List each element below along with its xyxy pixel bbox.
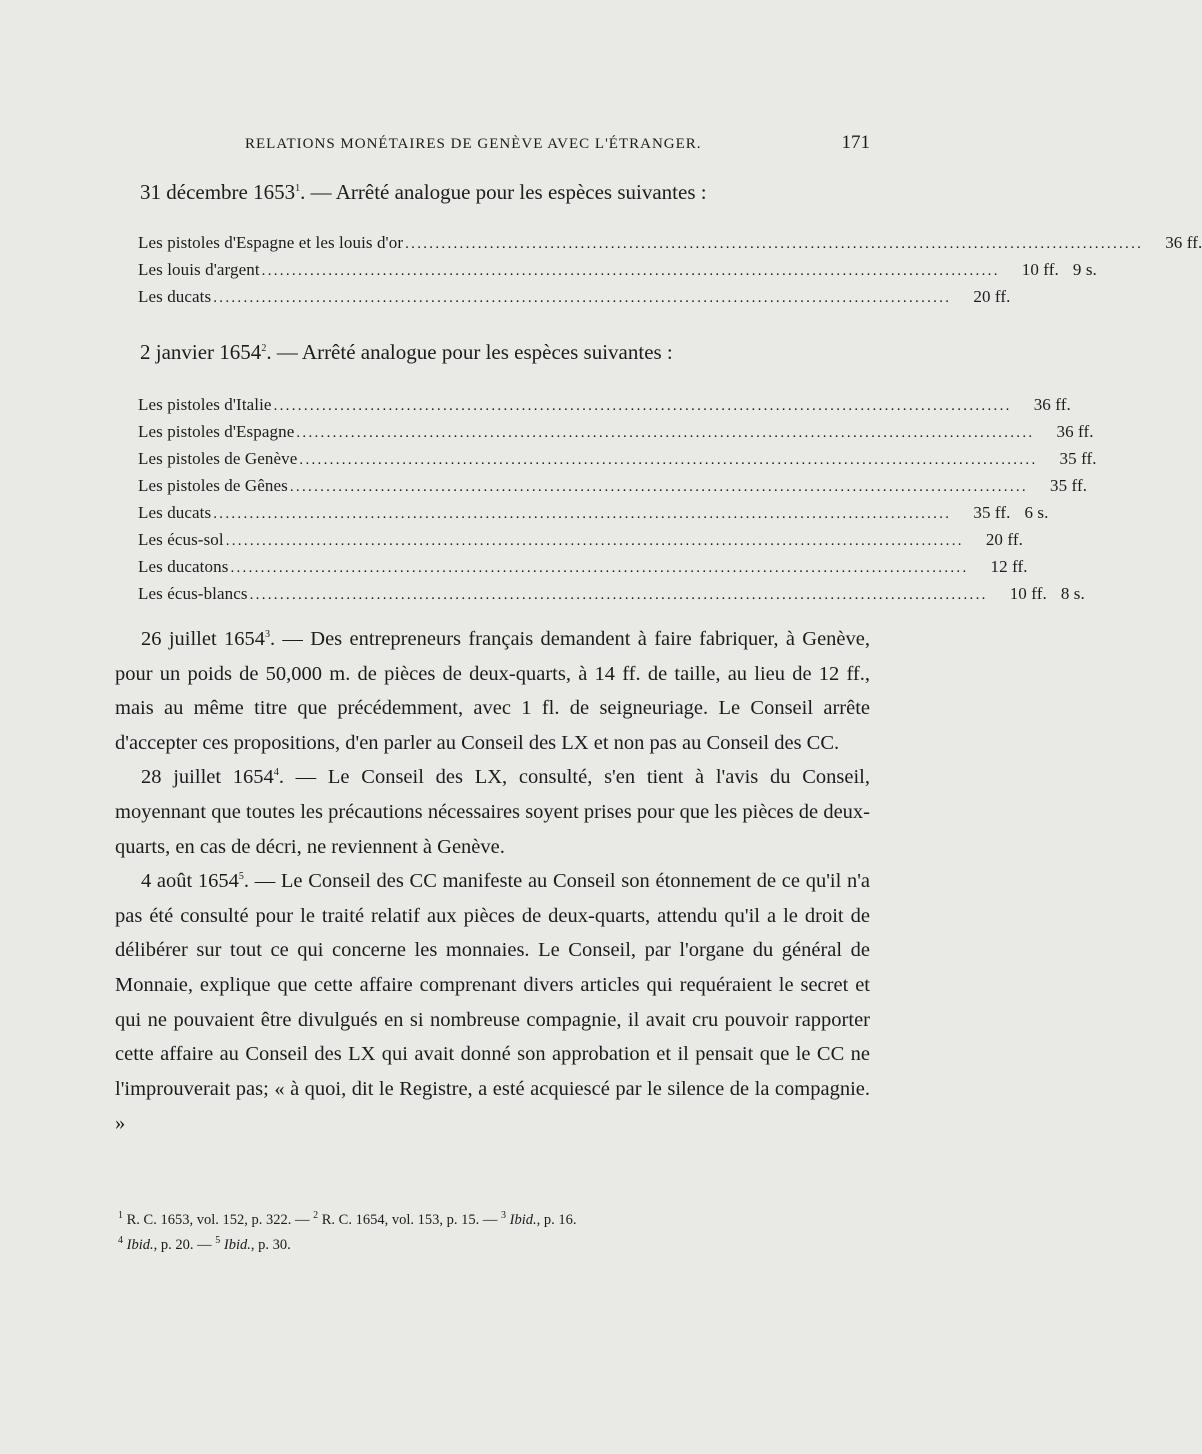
running-title: RELATIONS MONÉTAIRES DE GENÈVE AVEC L'ÉTRANGER. (245, 136, 702, 152)
footnote-4-ibid: Ibid. (126, 1237, 154, 1253)
table-row (138, 260, 1097, 287)
paragraph (115, 760, 870, 864)
coin-value-sous: 8 s. (1060, 584, 1085, 603)
coin-name: Les ducats (138, 503, 212, 522)
leader-dots: .......................................................................................................................... (261, 263, 1000, 279)
coin-value-florins: 10 ff. (1021, 260, 1059, 279)
leader-dots: .......................................................................................................................... (230, 560, 969, 576)
footnote-line-2 (118, 1233, 878, 1258)
coin-value-florins: 36 ff. (1165, 233, 1202, 252)
entry-date: 26 juillet 1654 (141, 628, 265, 650)
paragraph (115, 864, 870, 1141)
table-row (138, 476, 1088, 503)
coin-name: Les écus-blancs (138, 584, 248, 603)
entry-text: . — Arrêté analogue pour les espèces suivantes : (266, 340, 673, 364)
leader-dots: .......................................................................................................................... (289, 479, 1028, 495)
leader-dots: .......................................................................................................................... (225, 533, 964, 549)
table-row (138, 395, 1071, 422)
footnote-3-ibid: Ibid. (509, 1212, 537, 1228)
coin-name: Les écus-sol (138, 530, 224, 549)
coin-name: Les pistoles de Genève (138, 449, 298, 468)
table-row (138, 584, 1085, 611)
table-row (138, 530, 1023, 557)
coin-name: Les pistoles de Gênes (138, 476, 288, 495)
entry-heading-2 (140, 340, 673, 365)
footnote-mark: 2 (313, 1210, 319, 1222)
leader-dots: .......................................................................................................................... (405, 236, 1144, 252)
entry-text: . — Arrêté analogue pour les espèces suivantes : (300, 180, 707, 204)
coin-value-florins: 35 ff. (1049, 476, 1088, 495)
footnote-1: R. C. 1653, vol. 152, p. 322. — (126, 1212, 310, 1228)
footnote-mark: 4 (118, 1235, 123, 1247)
footnote-ref: 1 (295, 183, 301, 194)
table-row (138, 449, 1097, 476)
footnotes (118, 1208, 878, 1258)
leader-dots: .......................................................................................................................... (213, 506, 952, 522)
footnote-mark: 1 (118, 1210, 123, 1222)
footnote-5-ibid: Ibid. (223, 1237, 251, 1253)
paragraph-text: . — Le Conseil des CC manifeste au Conseil son étonnement de ce qu'il n'a pas été consulté pour le traité relatif aux pièces de deux-quarts, attendu qu'il a le droit de délibérer sur tout ce qui concerne les monnaies. Le Conseil, par l'organe du général de Monnaie, explique que cette affaire comprenant divers articles qui requéraient le secret et qui ne pouvaient être divulgués en si nombreuse compagnie, il avait cru pouvoir rapporter cette affaire au Conseil des LX qui avait donné son approbation et il pensait que le CC ne l'improuverait pas; « à quoi, dit le Registre, a esté acquiescé par le silence de la compagnie. » (115, 870, 871, 1135)
page-number: 171 (841, 132, 870, 153)
table-row (138, 422, 1094, 449)
coin-table-2 (138, 395, 1097, 611)
coin-name: Les pistoles d'Espagne et les louis d'or (138, 233, 404, 252)
coin-value-florins: 12 ff. (990, 557, 1028, 576)
footnote-ref: 2 (261, 343, 267, 354)
paragraph (115, 622, 870, 760)
coin-value-sous: 6 s. (1024, 503, 1049, 522)
body-text (115, 622, 870, 1141)
coin-value-florins: 36 ff. (1033, 395, 1071, 414)
footnote-mark: 3 (501, 1210, 506, 1222)
leader-dots: .......................................................................................................................... (299, 452, 1038, 468)
entry-date: 4 août 1654 (141, 870, 239, 893)
footnote-ref: 4 (273, 767, 279, 779)
entry-heading-1 (140, 180, 707, 205)
leader-dots: .......................................................................................................................... (273, 398, 1012, 414)
coin-value-florins: 36 ff. (1056, 422, 1094, 441)
table-row (138, 557, 1028, 584)
coin-value-sous: 9 s. (1072, 260, 1097, 279)
coin-value-florins: 20 ff. (985, 530, 1023, 549)
coin-table-1 (138, 233, 1202, 314)
entry-date: 28 juillet 1654 (141, 766, 274, 789)
leader-dots: .......................................................................................................................... (296, 425, 1035, 441)
entry-date: 31 décembre 1653 (140, 180, 296, 204)
footnote-3: , p. 16. (536, 1212, 577, 1228)
coin-name: Les louis d'argent (138, 260, 260, 279)
paragraph-text: . — Le Conseil des LX, consulté, s'en tient à l'avis du Conseil, moyennant que toutes les précautions nécessaires soyent prises pour que les pièces de deux-quarts, en cas de décri, ne reviennent à Genève. (115, 766, 871, 858)
page-header (140, 130, 870, 160)
coin-value-florins: 10 ff. (1009, 584, 1047, 603)
footnote-mark: 5 (215, 1235, 221, 1247)
table-row (138, 503, 1049, 530)
leader-dots: .......................................................................................................................... (213, 290, 952, 306)
coin-name: Les pistoles d'Espagne (138, 422, 295, 441)
table-row (138, 233, 1202, 260)
footnote-5: , p. 30. (250, 1237, 291, 1253)
coin-name: Les ducats (138, 287, 212, 306)
leader-dots: .......................................................................................................................... (249, 587, 988, 603)
footnote-4: , p. 20. — (153, 1237, 212, 1253)
coin-value-florins: 35 ff. (973, 503, 1011, 522)
footnote-ref: 5 (238, 871, 244, 883)
table-row (138, 287, 1011, 314)
coin-name: Les ducatons (138, 557, 229, 576)
coin-value-florins: 35 ff. (1059, 449, 1097, 468)
coin-value-florins: 20 ff. (973, 287, 1011, 306)
footnote-ref: 3 (264, 629, 270, 641)
coin-name: Les pistoles d'Italie (138, 395, 272, 414)
footnote-line-1 (118, 1208, 878, 1233)
paragraph-text: . — Des entrepreneurs français demandent à faire fabriquer, à Genève, pour un poids de 50,000 m. de pièces de deux-quarts, à 14 ff. de taille, au lieu de 12 ff., mais au même titre que précédemment, avec 1 fl. de seigneuriage. Le Conseil arrête d'accepter ces propositions, d'en parler au Conseil des LX et non pas au Conseil des CC. (115, 628, 871, 754)
entry-date: 2 janvier 1654 (140, 340, 262, 364)
footnote-2: R. C. 1654, vol. 153, p. 15. — (321, 1212, 498, 1228)
